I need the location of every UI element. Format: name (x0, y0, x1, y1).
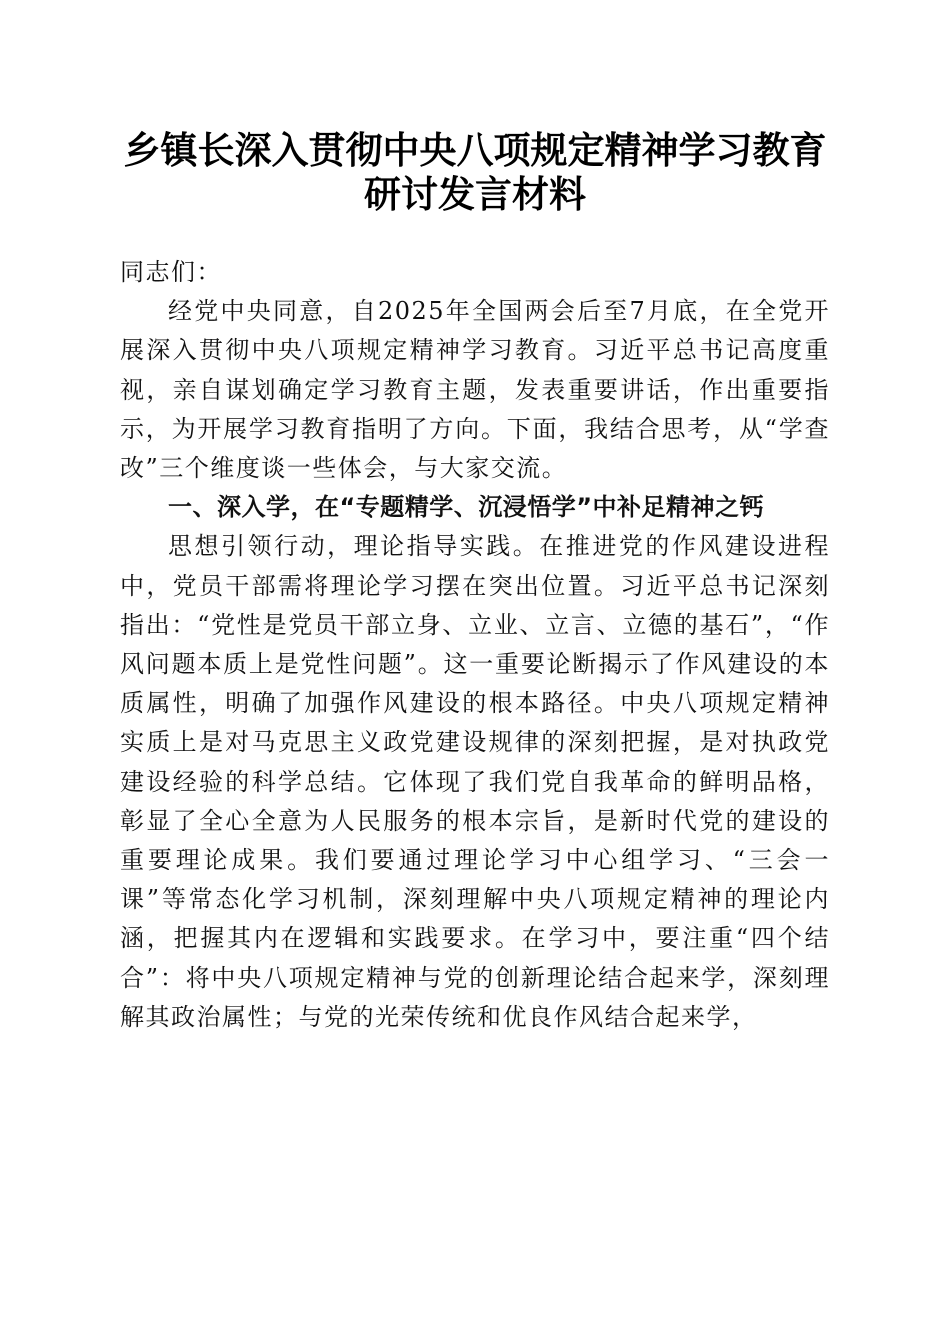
document-body (120, 253, 830, 1037)
salutation: 同志们： (120, 258, 222, 286)
intro-paragraph: 经党中央同意，自2025年全国两会后至7月底，在全党开展深入贯彻中央八项规定精神学习教育。习近平总书记高度重视，亲自谋划确定学习教育主题，发表重要讲话，作出重要指示，为开展学习教育指明了方向。下面，我结合思考，从“学查改”三个维度谈一些体会，与大家交流。 (120, 297, 830, 483)
section-1-paragraph: 思想引领行动，理论指导实践。在推进党的作风建设进程中，党员干部需将理论学习摆在突出位置。习近平总书记深刻指出：“党性是党员干部立身、立业、立言、立德的基石”，“作风问题本质上是党性问题”。这一重要论断揭示了作风建设的本质属性，明确了加强作风建设的根本路径。中央八项规定精神实质上是对马克思主义政党建设规律的深刻把握，是对执政党建设经验的科学总结。它体现了我们党自我革命的鲜明品格，彰显了全心全意为人民服务的根本宗旨，是新时代党的建设的重要理论成果。我们要通过理论学习中心组学习、“三会一课”等常态化学习机制，深刻理解中央八项规定精神的理论内涵，把握其内在逻辑和实践要求。在学习中，要注重“四个结合”：将中央八项规定精神与党的创新理论结合起来学，深刻理解其政治属性；与党的光荣传统和优良作风结合起来学， (120, 532, 830, 1031)
document-title: 乡镇长深入贯彻中央八项规定精神学习教育研讨发言材料 (123, 128, 827, 216)
section-heading-1: 一、深入学，在“专题精学、沉浸悟学”中补足精神之钙 (168, 493, 765, 522)
